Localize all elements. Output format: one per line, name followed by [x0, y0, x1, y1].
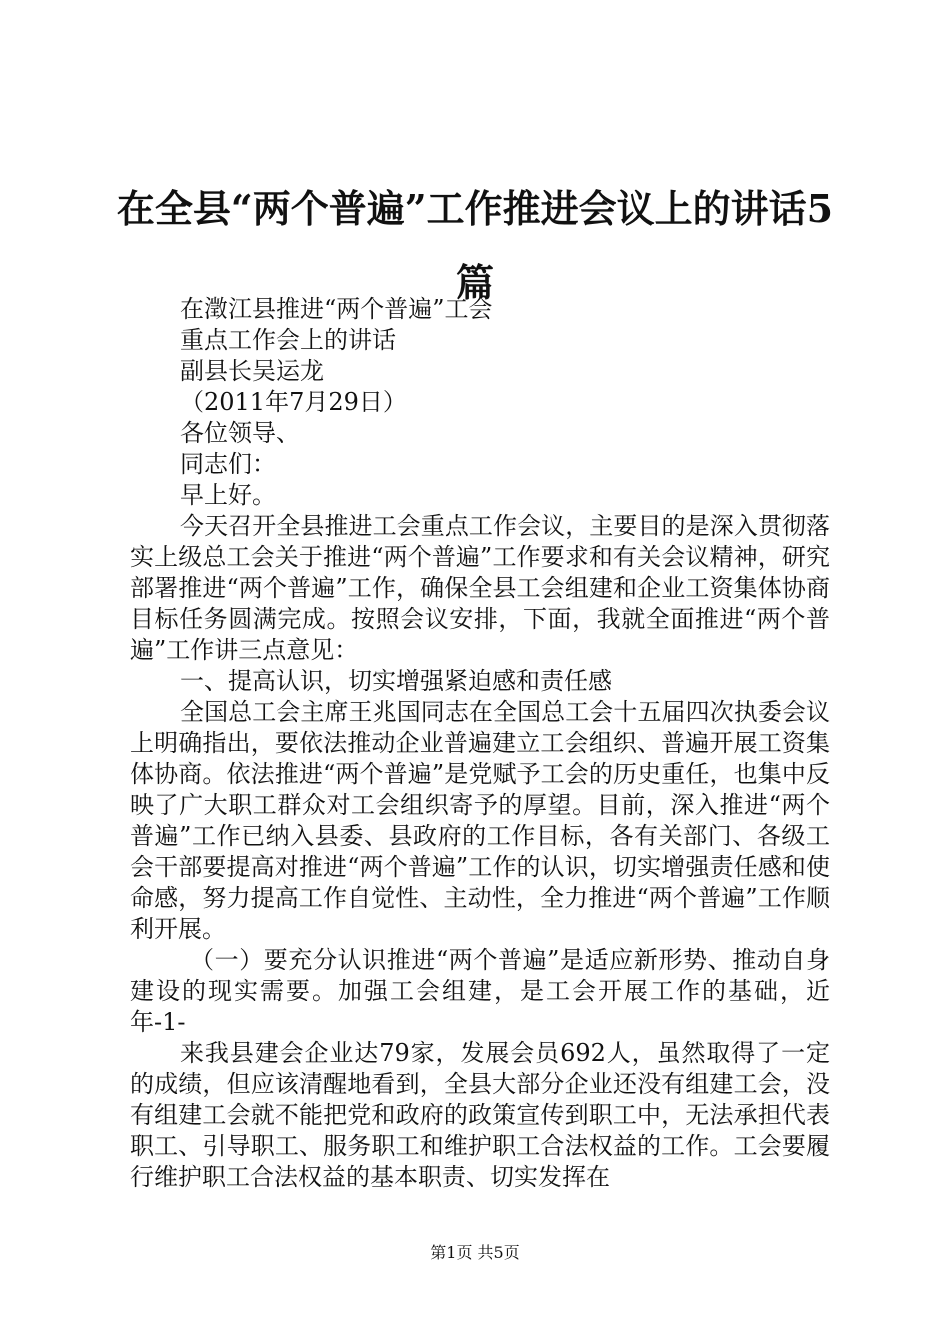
salutation-leaders: 各位领导、 — [180, 419, 300, 447]
heading-line-speaker: 副县长吴运龙 — [180, 357, 324, 385]
heading-line-venue: 在澂江县推进“两个普遍”工会 — [180, 295, 493, 323]
paragraph-section-1: 全国总工会主席王兆国同志在全国总工会十五届四次执委会议上明确指出，要依法推动企业普遍建立工会组织、普遍开展工资集体协商。依法推进“两个普遍”是党赋予工会的历史重任，也集中反映了广大职工群众对工会组织寄予的厚望。目前，深入推进“两个普遍”工作已纳入县委、县政府的工作目标，各有关部门、各级工会干部要提高对推进“两个普遍”工作的认识，切实增强责任感和使命感，努力提高工作自觉性、主动性，全力推进“两个普遍”工作顺利开展。 — [130, 698, 830, 943]
heading-line-date: （2011年7月29日） — [180, 388, 407, 416]
paragraph-continuation: 来我县建会企业达79家，发展会员692人，虽然取得了一定的成绩，但应该清醒地看到，全县大部分企业还没有组建工会，没有组建工会就不能把党和政府的政策宣传到职工中，无法承担代表职工、引导职工、服务职工和维护职工合法权益的工作。工会要履行维护职工合法权益的基本职责、切实发挥在 — [130, 1039, 830, 1191]
document-title: 在全县“两个普遍”工作推进会议上的讲话5篇 — [116, 186, 834, 305]
document-body — [130, 294, 830, 1193]
salutation-comrades: 同志们： — [180, 450, 276, 478]
greeting: 早上好。 — [180, 481, 276, 509]
page-number: 第1页 共5页 — [430, 1243, 520, 1262]
paragraph-intro: 今天召开全县推进工会重点工作会议，主要目的是深入贯彻落实上级总工会关于推进“两个普遍”工作要求和有关会议精神，研究部署推进“两个普遍”工作，确保全县工会组建和企业工资集体协商目标任务圆满完成。按照会议安排，下面，我就全面推进“两个普遍”工作讲三点意见： — [130, 512, 830, 664]
section-heading-1: 一、提高认识，切实增强紧迫感和责任感 — [180, 667, 612, 695]
heading-line-event: 重点工作会上的讲话 — [180, 326, 396, 354]
paragraph-subsection-1: （一）要充分认识推进“两个普遍”是适应新形势、推动自身建设的现实需要。加强工会组建，是工会开展工作的基础，近年-1- — [130, 946, 830, 1036]
